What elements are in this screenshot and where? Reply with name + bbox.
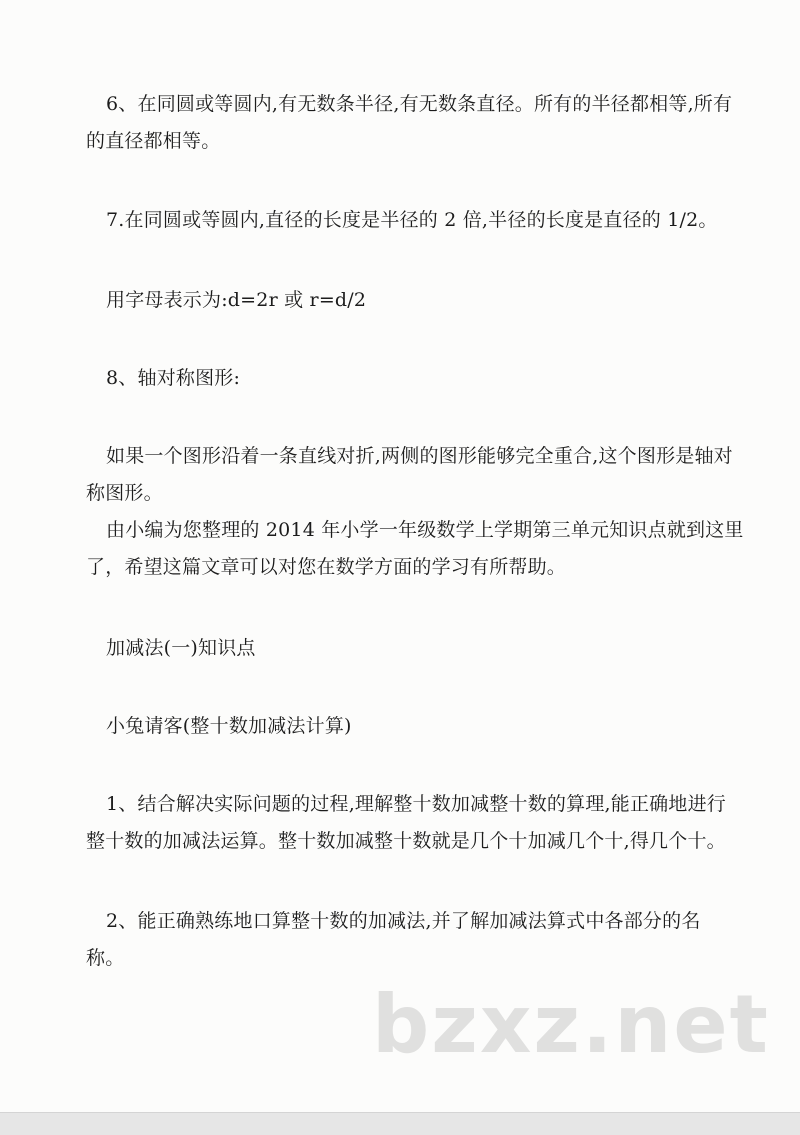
paragraph-line: 整十数的加减法运算。整十数加减整十数就是几个十加减几个十,得几个十。 <box>86 830 726 852</box>
paragraph-line: 如果一个图形沿着一条直线对折,两侧的图形能够完全重合,这个图形是轴对 <box>106 445 733 467</box>
paragraph-line: 7.在同圆或等圆内,直径的长度是半径的 2 倍,半径的长度是直径的 1/2。 <box>106 209 718 231</box>
paragraph-7-diameter-length <box>86 202 718 239</box>
paragraph-point-1 <box>86 786 726 860</box>
paragraph-point-2 <box>86 903 714 977</box>
paragraph-line: 由小编为您整理的 2014 年小学一年级数学上学期第三单元知识点就到这里 <box>106 519 744 541</box>
paragraph-line: 用字母表示为:d=2r 或 r=d/2 <box>106 289 367 311</box>
paragraph-line: 称图形。 <box>86 482 163 504</box>
paragraph-axial-symmetry-definition <box>86 438 744 586</box>
paragraph-line: 了，希望这篇文章可以对您在数学方面的学习有所帮助。 <box>86 556 567 578</box>
paragraph-6-radius-diameter <box>86 86 733 160</box>
watermark-logo: bzxz.net <box>372 978 770 1071</box>
paragraph-line: 8、轴对称图形: <box>106 367 241 389</box>
paragraph-rabbit-invites-heading <box>86 708 714 745</box>
paragraph-line: 称。 <box>86 947 125 969</box>
paragraph-addition-subtraction-heading <box>86 630 714 667</box>
paragraph-line: 6、在同圆或等圆内,有无数条半径,有无数条直径。所有的半径都相等,所有 <box>106 93 733 115</box>
paragraph-line: 的直径都相等。 <box>86 130 221 152</box>
paragraph-8-axial-symmetry-heading <box>86 360 714 397</box>
paragraph-line: 加减法(一)知识点 <box>106 637 256 659</box>
paragraph-line: 1、结合解决实际问题的过程,理解整十数加减整十数的算理,能正确地进行 <box>106 793 726 815</box>
paragraph-letter-formula <box>86 282 714 319</box>
paragraph-line: 2、能正确熟练地口算整十数的加减法,并了解加减法算式中各部分的名 <box>106 910 701 932</box>
paragraph-line: 小兔请客(整十数加减法计算) <box>106 715 352 737</box>
page-bottom-edge <box>0 1112 800 1135</box>
